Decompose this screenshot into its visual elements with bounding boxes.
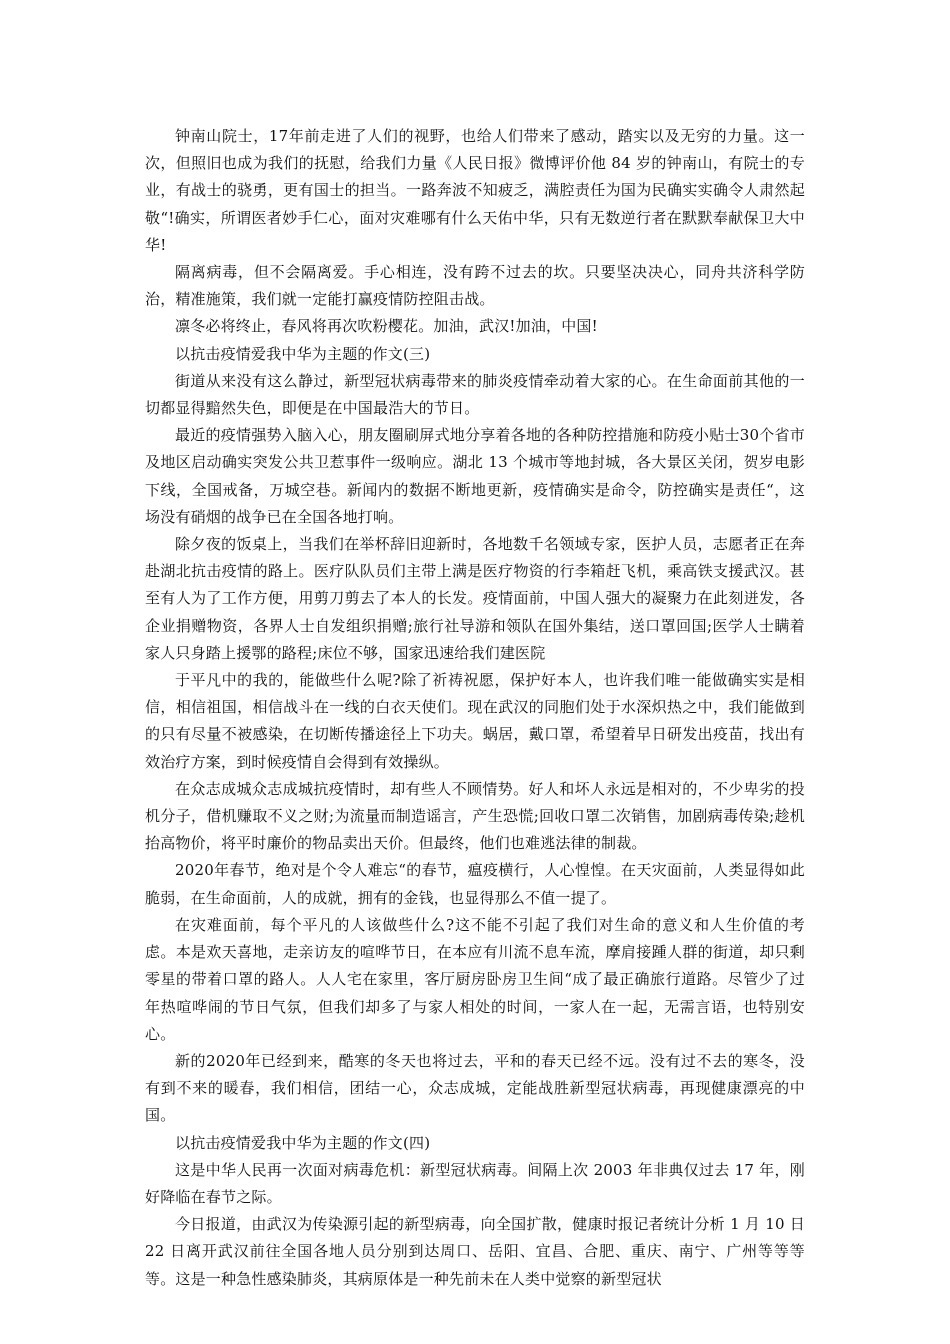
paragraph-zhong-nanshan: 钟南山院士，17年前走进了人们的视野，也给人们带来了感动，踏实以及无穷的力量。这一次，但照旧也成为我们的抚慰，给我们力量《人民日报》微博评价他 84 岁的钟南山，有院士的专业，有战士的骁勇，更有国士的担当。一路奔波不知疲乏，满腔责任为国为民确实实确令人肃然起敬“!确实，所谓医者妙手仁心，面对灾难哪有什么天佑中华，只有无数逆行者在默默奉献保卫大中华! [145,127,805,254]
document-body [145,123,805,1293]
paragraph-quiet-streets: 街道从来没有这么静过，新型冠状病毒带来的肺炎疫情牵动着大家的心。在生命面前其他的一切都显得黯然失色，即便是在中国最浩大的节日。 [145,371,805,418]
paragraph-new-year-eve: 除夕夜的饭桌上，当我们在举杯辞旧迎新时，各地数千名领域专家，医护人员，志愿者正在奔赴湖北抗击疫情的路上。医疗队队员们主带上满是医疗物资的行李箱赶飞机，乘高铁支援武汉。甚至有人为了工作方便，用剪刀剪去了本人的长发。疫情面前，中国人强大的凝聚力在此刻迸发，各企业捐赠物资，各界人士自发组织捐赠;旅行社导游和领队在国外集结，送口罩回国;医学人士瞒着家人只身踏上援鄂的路程;床位不够，国家迅速给我们建医院 [145,535,805,662]
paragraph-speculators: 在众志成城众志成城抗疫情时，却有些人不顾情势。好人和坏人永远是相对的，不少卑劣的投机分子，借机赚取不义之财;为流量而制造谣言，产生恐慌;回收口罩二次销售，加剧病毒传染;趁机抬高物价，将平时廉价的物品卖出天价。但最终，他们也难逃法律的制裁。 [145,779,805,853]
paragraph-spring-festival-2020: 2020年春节，绝对是个令人难忘“的春节，瘟疫横行，人心惶惶。在天灾面前，人类显得如此脆弱，在生命面前，人的成就，拥有的金钱，也显得那么不值一提了。 [145,861,805,907]
paragraph-new-2020: 新的2020年已经到来，酷寒的冬天也将过去，平和的春天已经不远。没有过不去的寒冬，没有到不来的暖春，我们相信，团结一心，众志成城，定能战胜新型冠状病毒，再现健康漂亮的中国。 [145,1051,805,1125]
paragraph-isolate-virus: 隔离病毒，但不会隔离爱。手心相连，没有跨不过去的坎。只要坚决决心，同舟共济科学防治，精准施策，我们就一定能打赢疫情防控阻击战。 [145,263,805,309]
paragraph-virus-crisis: 这是中华人民再一次面对病毒危机：新型冠状病毒。间隔上次 2003 年非典仅过去 17 年，刚好降临在春节之际。 [145,1160,805,1206]
section-heading-3: 以抗击疫情爱我中华为主题的作文(三) [175,344,431,363]
paragraph-recent-epidemic: 最近的疫情强势入脑入心，朋友圈刷屏式地分享着各地的各种防控措施和防疫小贴士30个省市及地区启动确实突发公共卫惹事件一级响应。湖北 13 个城市等地封城，各大景区关闭，贺岁电影下线，全国戒备，万城空巷。新闻内的数据不断地更新，疫情确实是命令，防控确实是责任“，这场没有硝烟的战争已在全国各地打响。 [145,426,805,526]
paragraph-facing-disaster: 在灾难面前，每个平凡的人该做些什么?这不能不引起了我们对生命的意义和人生价值的考虑。本是欢天喜地，走亲访友的喧哗节日，在本应有川流不息车流，摩肩接踵人群的街道，却只剩零星的带着口罩的路人。人人宅在家里，客厅厨房卧房卫生间“成了最正确旅行道路。尽管少了过年热喧哗闹的节日气氛，但我们却多了与家人相处的时间，一家人在一起，无需言语，也特别安心。 [145,915,805,1043]
paragraph-ordinary-me: 于平凡中的我的，能做些什么呢?除了祈祷祝愿，保护好本人，也许我们唯一能做确实实是相信，相信祖国，相信战斗在一线的白衣天使们。现在武汉的同胞们处于水深炽热之中，我们能做到的只有尽量不被感染，在切断传播途径上下功夫。蜗居，戴口罩，希望着早日研发出疫苗，找出有效治疗方案，到时候疫情自会得到有效操纵。 [145,671,805,771]
paragraph-cheer-wuhan: 凛冬必将终止，春风将再次吹粉樱花。加油，武汉!加油，中国! [175,317,598,336]
section-heading-4: 以抗击疫情爱我中华为主题的作文(四) [175,1133,431,1152]
paragraph-today-report: 今日报道，由武汉为传染源引起的新型病毒，向全国扩散，健康时报记者统计分析 1 月 10 日 22 日离开武汉前往全国各地人员分别到达周口、岳阳、宜昌、合肥、重庆、南宁、广州等等等等。这是一种急性感染肺炎，其病原体是一种先前未在人类中觉察的新型冠状 [145,1215,805,1288]
